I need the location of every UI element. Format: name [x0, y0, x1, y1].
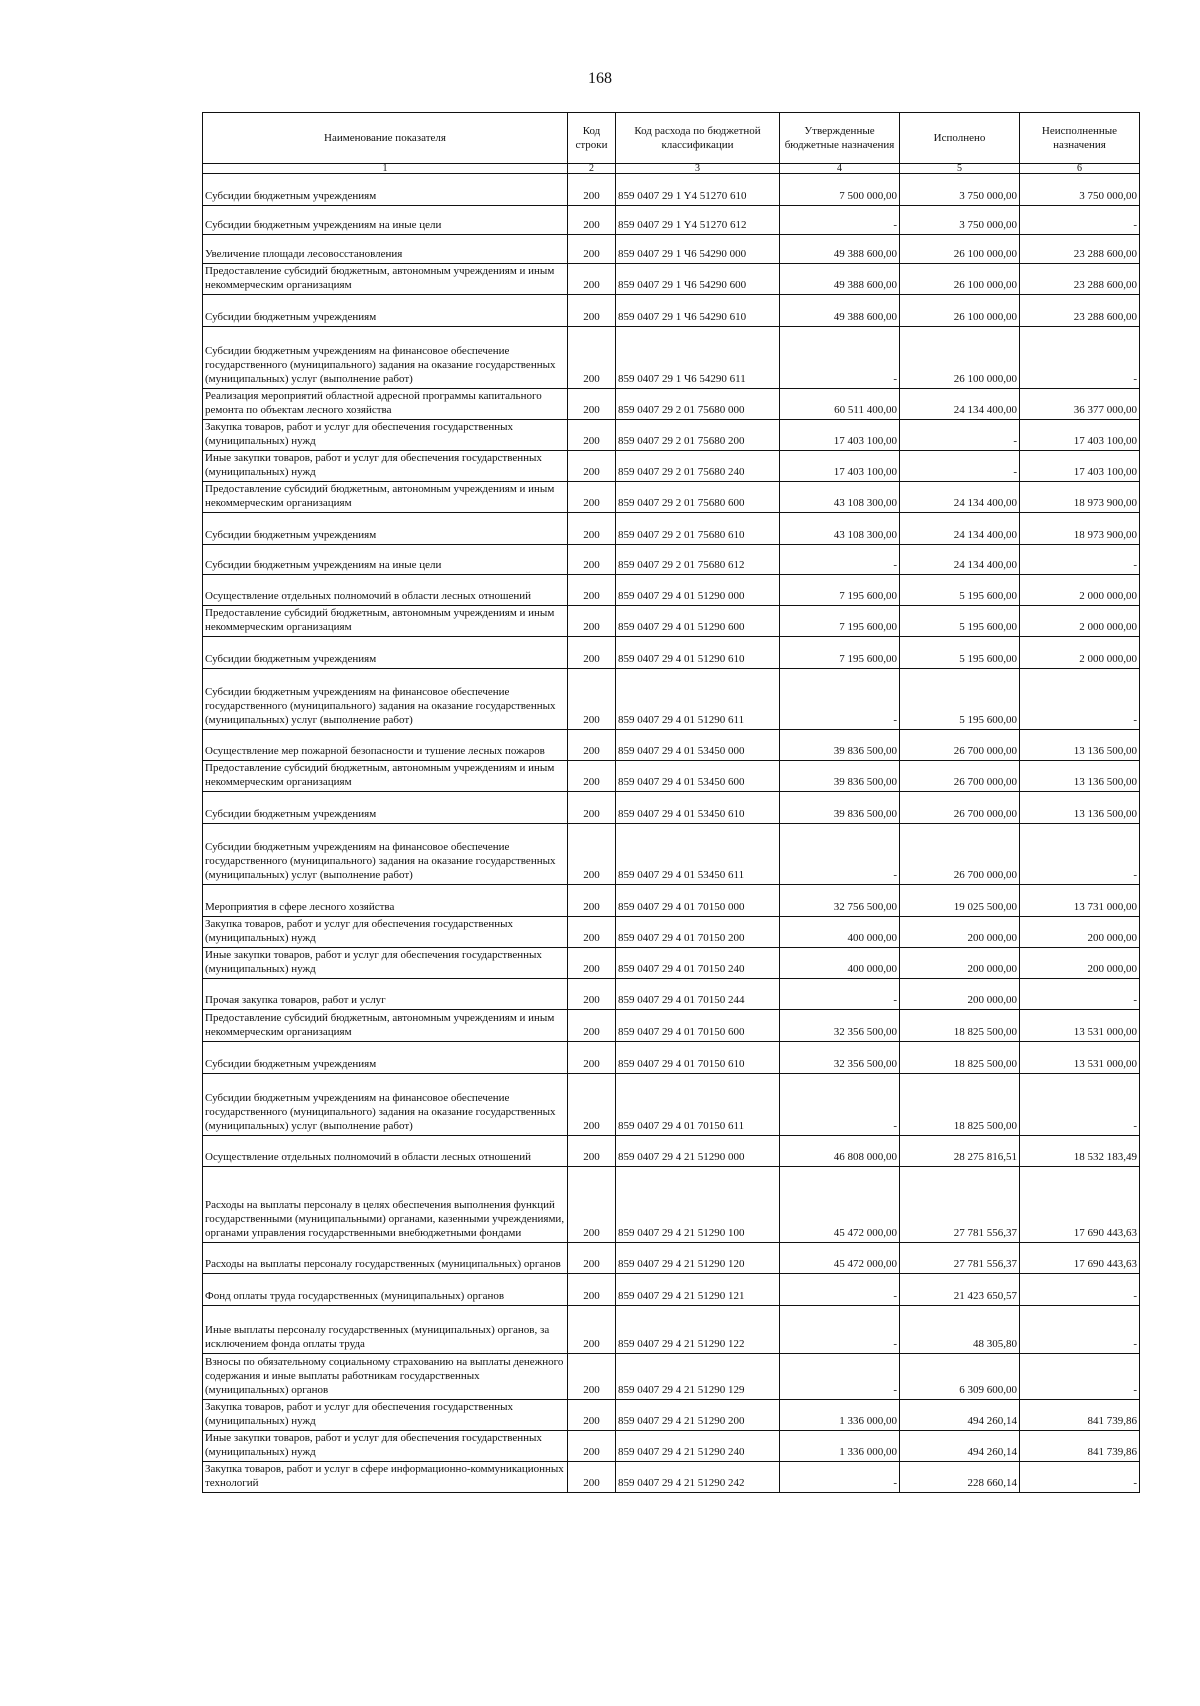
- table-row: [203, 451, 1140, 482]
- row-budget-code: 859 0407 29 4 21 51290 120: [616, 1243, 780, 1274]
- row-line-code: 200: [568, 1400, 616, 1431]
- table-row: [203, 979, 1140, 1010]
- table-row: [203, 575, 1140, 606]
- table-row: [203, 420, 1140, 451]
- table-row: [203, 513, 1140, 545]
- row-executed: 6 309 600,00: [900, 1354, 1020, 1400]
- row-line-code: 200: [568, 295, 616, 327]
- header-num: 3: [616, 164, 780, 174]
- row-line-code: 200: [568, 545, 616, 575]
- row-approved: 49 388 600,00: [780, 295, 900, 327]
- row-name: Иные закупки товаров, работ и услуг для обеспечения государственных (муниципальных) нужд: [203, 948, 568, 979]
- row-budget-code: 859 0407 29 1 Ч6 54290 600: [616, 264, 780, 295]
- row-unexecuted: 17 403 100,00: [1020, 420, 1140, 451]
- row-budget-code: 859 0407 29 4 21 51290 200: [616, 1400, 780, 1431]
- row-name: Субсидии бюджетным учреждениям на финансовое обеспечение государственного (муниципального) задания на оказание государственных (муниципальных) услуг (выполнение работ): [203, 1074, 568, 1136]
- row-budget-code: 859 0407 29 1 Y4 51270 610: [616, 174, 780, 206]
- row-budget-code: 859 0407 29 4 01 70150 000: [616, 885, 780, 917]
- row-unexecuted: -: [1020, 669, 1140, 730]
- row-approved: 43 108 300,00: [780, 482, 900, 513]
- row-executed: 18 825 500,00: [900, 1074, 1020, 1136]
- row-executed: 200 000,00: [900, 979, 1020, 1010]
- table-row: [203, 1042, 1140, 1074]
- row-approved: -: [780, 669, 900, 730]
- table-row: [203, 1400, 1140, 1431]
- header-line-code: Код строки: [568, 113, 616, 164]
- row-name: Закупка товаров, работ и услуг для обеспечения государственных (муниципальных) нужд: [203, 917, 568, 948]
- row-unexecuted: -: [1020, 1354, 1140, 1400]
- row-executed: 5 195 600,00: [900, 606, 1020, 637]
- row-approved: 7 195 600,00: [780, 575, 900, 606]
- header-num: 1: [203, 164, 568, 174]
- row-approved: 1 336 000,00: [780, 1431, 900, 1462]
- row-budget-code: 859 0407 29 4 21 51290 000: [616, 1136, 780, 1167]
- row-line-code: 200: [568, 606, 616, 637]
- row-approved: -: [780, 206, 900, 235]
- row-name: Субсидии бюджетным учреждениям на иные цели: [203, 206, 568, 235]
- row-name: Прочая закупка товаров, работ и услуг: [203, 979, 568, 1010]
- row-executed: 26 700 000,00: [900, 792, 1020, 824]
- row-line-code: 200: [568, 979, 616, 1010]
- row-name: Мероприятия в сфере лесного хозяйства: [203, 885, 568, 917]
- row-approved: -: [780, 1074, 900, 1136]
- row-line-code: 200: [568, 885, 616, 917]
- row-budget-code: 859 0407 29 4 01 53450 611: [616, 824, 780, 885]
- row-line-code: 200: [568, 1042, 616, 1074]
- row-executed: 28 275 816,51: [900, 1136, 1020, 1167]
- row-approved: 17 403 100,00: [780, 451, 900, 482]
- row-budget-code: 859 0407 29 4 21 51290 121: [616, 1274, 780, 1306]
- row-budget-code: 859 0407 29 4 01 53450 000: [616, 730, 780, 761]
- row-line-code: 200: [568, 235, 616, 264]
- table-row: [203, 1074, 1140, 1136]
- table-row: [203, 174, 1140, 206]
- row-unexecuted: 841 739,86: [1020, 1400, 1140, 1431]
- row-line-code: 200: [568, 513, 616, 545]
- row-approved: 39 836 500,00: [780, 761, 900, 792]
- row-approved: -: [780, 545, 900, 575]
- row-line-code: 200: [568, 948, 616, 979]
- row-executed: 200 000,00: [900, 948, 1020, 979]
- row-budget-code: 859 0407 29 4 21 51290 242: [616, 1462, 780, 1493]
- row-executed: 494 260,14: [900, 1431, 1020, 1462]
- row-line-code: 200: [568, 1243, 616, 1274]
- table-row: [203, 327, 1140, 389]
- row-name: Предоставление субсидий бюджетным, автономным учреждениям и иным некоммерческим организациям: [203, 606, 568, 637]
- table-row: [203, 792, 1140, 824]
- row-line-code: 200: [568, 1136, 616, 1167]
- row-approved: 32 756 500,00: [780, 885, 900, 917]
- row-name: Расходы на выплаты персоналу в целях обеспечения выполнения функций государственными (муниципальными) органами, казенными учреждениями, органами управления государственными внебюджетными фондами: [203, 1167, 568, 1243]
- row-line-code: 200: [568, 669, 616, 730]
- header-num: 5: [900, 164, 1020, 174]
- table-row: [203, 1462, 1140, 1493]
- row-budget-code: 859 0407 29 4 21 51290 129: [616, 1354, 780, 1400]
- row-unexecuted: 23 288 600,00: [1020, 264, 1140, 295]
- row-executed: 24 134 400,00: [900, 545, 1020, 575]
- table-row: [203, 1010, 1140, 1042]
- row-budget-code: 859 0407 29 2 01 75680 610: [616, 513, 780, 545]
- row-name: Иные выплаты персоналу государственных (муниципальных) органов, за исключением фонда оплаты труда: [203, 1306, 568, 1354]
- row-budget-code: 859 0407 29 4 01 70150 611: [616, 1074, 780, 1136]
- row-name: Субсидии бюджетным учреждениям: [203, 174, 568, 206]
- row-name: Субсидии бюджетным учреждениям: [203, 513, 568, 545]
- row-approved: 400 000,00: [780, 948, 900, 979]
- row-approved: -: [780, 1354, 900, 1400]
- row-line-code: 200: [568, 637, 616, 669]
- row-approved: 39 836 500,00: [780, 792, 900, 824]
- row-executed: 26 100 000,00: [900, 264, 1020, 295]
- table-row: [203, 264, 1140, 295]
- row-executed: 26 100 000,00: [900, 295, 1020, 327]
- row-executed: 26 100 000,00: [900, 327, 1020, 389]
- row-name: Субсидии бюджетным учреждениям: [203, 637, 568, 669]
- table-row: [203, 545, 1140, 575]
- row-name: Закупка товаров, работ и услуг для обеспечения государственных (муниципальных) нужд: [203, 1400, 568, 1431]
- row-line-code: 200: [568, 1167, 616, 1243]
- table-row: [203, 606, 1140, 637]
- row-unexecuted: -: [1020, 824, 1140, 885]
- row-approved: 7 195 600,00: [780, 637, 900, 669]
- row-name: Иные закупки товаров, работ и услуг для обеспечения государственных (муниципальных) нужд: [203, 1431, 568, 1462]
- row-approved: 43 108 300,00: [780, 513, 900, 545]
- row-name: Субсидии бюджетным учреждениям: [203, 1042, 568, 1074]
- row-budget-code: 859 0407 29 1 Ч6 54290 000: [616, 235, 780, 264]
- row-unexecuted: 13 531 000,00: [1020, 1042, 1140, 1074]
- row-budget-code: 859 0407 29 4 01 70150 244: [616, 979, 780, 1010]
- row-budget-code: 859 0407 29 4 01 70150 600: [616, 1010, 780, 1042]
- row-executed: 228 660,14: [900, 1462, 1020, 1493]
- row-budget-code: 859 0407 29 4 01 51290 600: [616, 606, 780, 637]
- row-line-code: 200: [568, 761, 616, 792]
- row-executed: 5 195 600,00: [900, 669, 1020, 730]
- row-name: Закупка товаров, работ и услуг в сфере информационно-коммуникационных технологий: [203, 1462, 568, 1493]
- row-approved: 46 808 000,00: [780, 1136, 900, 1167]
- row-executed: 26 700 000,00: [900, 761, 1020, 792]
- page-number: 168: [588, 70, 612, 87]
- row-name: Увеличение площади лесовосстановления: [203, 235, 568, 264]
- row-executed: 18 825 500,00: [900, 1042, 1020, 1074]
- row-executed: 24 134 400,00: [900, 482, 1020, 513]
- row-approved: 7 195 600,00: [780, 606, 900, 637]
- row-budget-code: 859 0407 29 2 01 75680 200: [616, 420, 780, 451]
- row-approved: 49 388 600,00: [780, 264, 900, 295]
- row-unexecuted: 13 136 500,00: [1020, 792, 1140, 824]
- row-executed: 26 700 000,00: [900, 824, 1020, 885]
- row-unexecuted: 13 136 500,00: [1020, 730, 1140, 761]
- row-approved: 17 403 100,00: [780, 420, 900, 451]
- row-budget-code: 859 0407 29 1 Ч6 54290 610: [616, 295, 780, 327]
- row-name: Субсидии бюджетным учреждениям: [203, 295, 568, 327]
- row-unexecuted: 18 532 183,49: [1020, 1136, 1140, 1167]
- table-row: [203, 1243, 1140, 1274]
- header-budget-code: Код расхода по бюджетной классификации: [616, 113, 780, 164]
- row-name: Предоставление субсидий бюджетным, автономным учреждениям и иным некоммерческим организациям: [203, 264, 568, 295]
- table-row: [203, 235, 1140, 264]
- row-line-code: 200: [568, 1074, 616, 1136]
- row-line-code: 200: [568, 792, 616, 824]
- row-unexecuted: 13 731 000,00: [1020, 885, 1140, 917]
- row-executed: 5 195 600,00: [900, 637, 1020, 669]
- row-line-code: 200: [568, 1431, 616, 1462]
- row-unexecuted: 200 000,00: [1020, 948, 1140, 979]
- row-unexecuted: -: [1020, 1274, 1140, 1306]
- row-approved: -: [780, 1274, 900, 1306]
- row-executed: 24 134 400,00: [900, 389, 1020, 420]
- row-budget-code: 859 0407 29 4 01 53450 610: [616, 792, 780, 824]
- row-approved: 45 472 000,00: [780, 1243, 900, 1274]
- row-executed: 24 134 400,00: [900, 513, 1020, 545]
- row-budget-code: 859 0407 29 4 21 51290 100: [616, 1167, 780, 1243]
- row-name: Предоставление субсидий бюджетным, автономным учреждениям и иным некоммерческим организациям: [203, 761, 568, 792]
- row-name: Субсидии бюджетным учреждениям на иные цели: [203, 545, 568, 575]
- row-name: Осуществление отдельных полномочий в области лесных отношений: [203, 575, 568, 606]
- header-numbers-row: [203, 164, 1140, 174]
- table-row: [203, 1136, 1140, 1167]
- budget-table: [202, 112, 1140, 1493]
- header-num: 2: [568, 164, 616, 174]
- table-row: [203, 669, 1140, 730]
- row-name: Закупка товаров, работ и услуг для обеспечения государственных (муниципальных) нужд: [203, 420, 568, 451]
- row-unexecuted: -: [1020, 1306, 1140, 1354]
- row-name: Осуществление отдельных полномочий в области лесных отношений: [203, 1136, 568, 1167]
- row-budget-code: 859 0407 29 1 Ч6 54290 611: [616, 327, 780, 389]
- row-unexecuted: -: [1020, 1462, 1140, 1493]
- table-row: [203, 1431, 1140, 1462]
- table-row: [203, 885, 1140, 917]
- row-approved: -: [780, 1462, 900, 1493]
- row-approved: -: [780, 1306, 900, 1354]
- table-row: [203, 1167, 1140, 1243]
- row-unexecuted: -: [1020, 327, 1140, 389]
- row-executed: 26 100 000,00: [900, 235, 1020, 264]
- row-line-code: 200: [568, 264, 616, 295]
- header-name: Наименование показателя: [203, 113, 568, 164]
- row-executed: 48 305,80: [900, 1306, 1020, 1354]
- row-unexecuted: -: [1020, 1074, 1140, 1136]
- header-num: 4: [780, 164, 900, 174]
- row-line-code: 200: [568, 389, 616, 420]
- row-line-code: 200: [568, 451, 616, 482]
- row-executed: 27 781 556,37: [900, 1167, 1020, 1243]
- row-budget-code: 859 0407 29 2 01 75680 600: [616, 482, 780, 513]
- row-approved: 32 356 500,00: [780, 1042, 900, 1074]
- row-line-code: 200: [568, 174, 616, 206]
- row-name: Субсидии бюджетным учреждениям на финансовое обеспечение государственного (муниципального) задания на оказание государственных (муниципальных) услуг (выполнение работ): [203, 669, 568, 730]
- row-line-code: 200: [568, 1462, 616, 1493]
- row-approved: 49 388 600,00: [780, 235, 900, 264]
- row-budget-code: 859 0407 29 4 01 70150 200: [616, 917, 780, 948]
- row-executed: 26 700 000,00: [900, 730, 1020, 761]
- row-unexecuted: 2 000 000,00: [1020, 637, 1140, 669]
- row-line-code: 200: [568, 917, 616, 948]
- row-executed: 3 750 000,00: [900, 174, 1020, 206]
- row-line-code: 200: [568, 327, 616, 389]
- row-name: Фонд оплаты труда государственных (муниципальных) органов: [203, 1274, 568, 1306]
- row-budget-code: 859 0407 29 4 01 51290 000: [616, 575, 780, 606]
- row-budget-code: 859 0407 29 4 01 51290 610: [616, 637, 780, 669]
- table-row: [203, 730, 1140, 761]
- row-name: Взносы по обязательному социальному страхованию на выплаты денежного содержания и иные выплаты работникам государственных (муниципальных) органов: [203, 1354, 568, 1400]
- row-executed: 5 195 600,00: [900, 575, 1020, 606]
- row-budget-code: 859 0407 29 2 01 75680 240: [616, 451, 780, 482]
- row-unexecuted: -: [1020, 545, 1140, 575]
- row-budget-code: 859 0407 29 4 21 51290 122: [616, 1306, 780, 1354]
- row-approved: -: [780, 824, 900, 885]
- table-row: [203, 295, 1140, 327]
- row-approved: -: [780, 327, 900, 389]
- row-executed: -: [900, 420, 1020, 451]
- row-unexecuted: 18 973 900,00: [1020, 513, 1140, 545]
- row-name: Предоставление субсидий бюджетным, автономным учреждениям и иным некоммерческим организациям: [203, 1010, 568, 1042]
- row-budget-code: 859 0407 29 4 01 51290 611: [616, 669, 780, 730]
- row-name: Субсидии бюджетным учреждениям на финансовое обеспечение государственного (муниципального) задания на оказание государственных (муниципальных) услуг (выполнение работ): [203, 824, 568, 885]
- row-unexecuted: -: [1020, 979, 1140, 1010]
- row-budget-code: 859 0407 29 4 01 70150 610: [616, 1042, 780, 1074]
- row-line-code: 200: [568, 824, 616, 885]
- row-executed: 19 025 500,00: [900, 885, 1020, 917]
- row-unexecuted: 200 000,00: [1020, 917, 1140, 948]
- row-unexecuted: 17 690 443,63: [1020, 1243, 1140, 1274]
- row-approved: 400 000,00: [780, 917, 900, 948]
- table-row: [203, 917, 1140, 948]
- table-row: [203, 482, 1140, 513]
- row-unexecuted: -: [1020, 206, 1140, 235]
- header-unexecuted: Неисполненные назначения: [1020, 113, 1140, 164]
- table-row: [203, 1306, 1140, 1354]
- table-row: [203, 1274, 1140, 1306]
- row-unexecuted: 36 377 000,00: [1020, 389, 1140, 420]
- row-unexecuted: 13 136 500,00: [1020, 761, 1140, 792]
- row-unexecuted: 13 531 000,00: [1020, 1010, 1140, 1042]
- row-approved: 39 836 500,00: [780, 730, 900, 761]
- row-unexecuted: 17 690 443,63: [1020, 1167, 1140, 1243]
- header-approved: Утвержденные бюджетные назначения: [780, 113, 900, 164]
- row-budget-code: 859 0407 29 2 01 75680 000: [616, 389, 780, 420]
- row-budget-code: 859 0407 29 1 Y4 51270 612: [616, 206, 780, 235]
- row-approved: 7 500 000,00: [780, 174, 900, 206]
- row-name: Реализация мероприятий областной адресной программы капитального ремонта по объектам лесного хозяйства: [203, 389, 568, 420]
- row-line-code: 200: [568, 730, 616, 761]
- row-unexecuted: 3 750 000,00: [1020, 174, 1140, 206]
- row-unexecuted: 2 000 000,00: [1020, 606, 1140, 637]
- row-name: Предоставление субсидий бюджетным, автономным учреждениям и иным некоммерческим организациям: [203, 482, 568, 513]
- row-line-code: 200: [568, 1010, 616, 1042]
- row-executed: 200 000,00: [900, 917, 1020, 948]
- row-budget-code: 859 0407 29 4 01 70150 240: [616, 948, 780, 979]
- row-unexecuted: 23 288 600,00: [1020, 295, 1140, 327]
- row-line-code: 200: [568, 1274, 616, 1306]
- table-row: [203, 389, 1140, 420]
- row-approved: 45 472 000,00: [780, 1167, 900, 1243]
- table-row: [203, 761, 1140, 792]
- row-unexecuted: 17 403 100,00: [1020, 451, 1140, 482]
- table-row: [203, 637, 1140, 669]
- row-line-code: 200: [568, 420, 616, 451]
- row-approved: 60 511 400,00: [780, 389, 900, 420]
- row-name: Субсидии бюджетным учреждениям на финансовое обеспечение государственного (муниципального) задания на оказание государственных (муниципальных) услуг (выполнение работ): [203, 327, 568, 389]
- header-num: 6: [1020, 164, 1140, 174]
- header-row: [203, 113, 1140, 164]
- row-executed: -: [900, 451, 1020, 482]
- table-row: [203, 824, 1140, 885]
- row-name: Иные закупки товаров, работ и услуг для обеспечения государственных (муниципальных) нужд: [203, 451, 568, 482]
- row-line-code: 200: [568, 206, 616, 235]
- row-unexecuted: 841 739,86: [1020, 1431, 1140, 1462]
- row-unexecuted: 23 288 600,00: [1020, 235, 1140, 264]
- row-line-code: 200: [568, 1354, 616, 1400]
- row-budget-code: 859 0407 29 4 01 53450 600: [616, 761, 780, 792]
- row-line-code: 200: [568, 1306, 616, 1354]
- row-executed: 21 423 650,57: [900, 1274, 1020, 1306]
- row-executed: 18 825 500,00: [900, 1010, 1020, 1042]
- row-name: Расходы на выплаты персоналу государственных (муниципальных) органов: [203, 1243, 568, 1274]
- table-row: [203, 206, 1140, 235]
- table-row: [203, 948, 1140, 979]
- row-approved: 1 336 000,00: [780, 1400, 900, 1431]
- row-unexecuted: 2 000 000,00: [1020, 575, 1140, 606]
- row-unexecuted: 18 973 900,00: [1020, 482, 1140, 513]
- row-name: Осуществление мер пожарной безопасности и тушение лесных пожаров: [203, 730, 568, 761]
- row-line-code: 200: [568, 482, 616, 513]
- header-executed: Исполнено: [900, 113, 1020, 164]
- table-row: [203, 1354, 1140, 1400]
- row-line-code: 200: [568, 575, 616, 606]
- row-executed: 27 781 556,37: [900, 1243, 1020, 1274]
- row-budget-code: 859 0407 29 4 21 51290 240: [616, 1431, 780, 1462]
- row-executed: 494 260,14: [900, 1400, 1020, 1431]
- row-name: Субсидии бюджетным учреждениям: [203, 792, 568, 824]
- row-executed: 3 750 000,00: [900, 206, 1020, 235]
- row-budget-code: 859 0407 29 2 01 75680 612: [616, 545, 780, 575]
- row-approved: 32 356 500,00: [780, 1010, 900, 1042]
- row-approved: -: [780, 979, 900, 1010]
